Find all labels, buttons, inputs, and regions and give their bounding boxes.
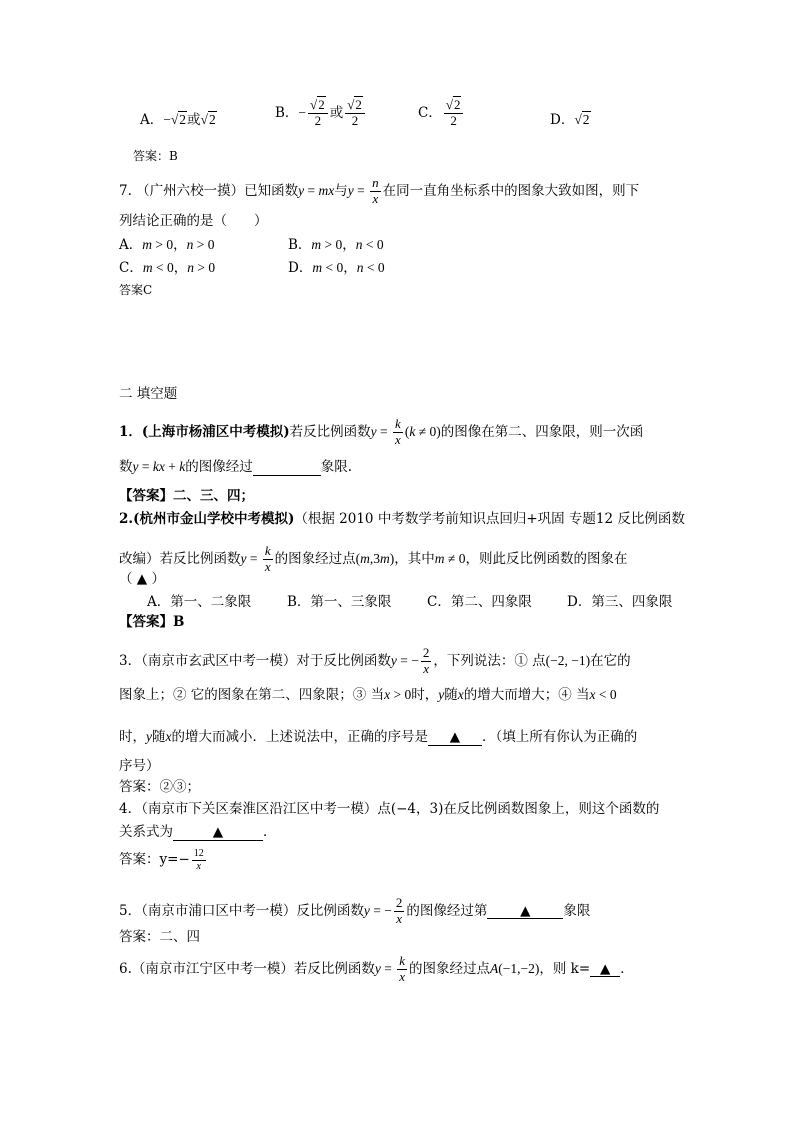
- q7-line-1: 7. （广州六校一摸）已知函数y = mx与y = $\frac{n}{x}$ 在同一直角坐标系中的图象大致如图，则下: [119, 175, 640, 206]
- q6-option-c: C． $\frac{√2}{2}$: [418, 98, 465, 129]
- q6-option-b: B．− $\frac{√2}{2}$ 或 $\frac{√2}{2}$: [275, 98, 367, 129]
- f2-line-1: 2.(杭州市金山学校中考模拟)（根据 2010 中考数学考前知识点回归+巩固 专题12 反比例函数: [119, 511, 685, 527]
- f4-answer: 答案：y=− $\frac{12}{x}$: [119, 848, 204, 872]
- q7-option-c: C．m < 0，n > 0: [119, 260, 216, 276]
- f1-answer: 【答案】二、三、四；: [119, 488, 254, 504]
- f2-option-b: B．第一、三象限: [287, 594, 392, 610]
- q7-answer: 答案C: [119, 283, 153, 297]
- section-title: 二 填空题: [119, 386, 178, 402]
- f5-line-1: 5．（南京市浦口区中考一模）反比例函数y = − $\frac{2}{x}$ 的图像经过第 ▲ 象限: [119, 895, 591, 926]
- q7-option-a: A．m > 0，n > 0: [119, 237, 215, 253]
- q7-line-2: 列结论正确的是（ ）: [119, 213, 268, 229]
- f3-line-4: 序号）: [119, 758, 160, 774]
- q6-option-d: D．√2: [550, 112, 590, 128]
- f2-line-2: 改编）若反比例函数y = $\frac{k}{x}$ 的图象经过点(m,3m)，其中m ≠ 0，则此反比例函数的图象在: [119, 543, 628, 574]
- f2-option-d: D．第三、四象限: [567, 594, 673, 610]
- f2-line-3: （ ▲ ）: [119, 571, 165, 587]
- f1-line-2: 数y = kx + k的图像经过 象限.: [119, 459, 353, 475]
- f3-answer: 答案：②③；: [119, 779, 200, 795]
- f3-line-3: 时，y随x的增大而减小．上述说法中，正确的序号是 ▲ ．（填上所有你认为正确的: [119, 729, 638, 745]
- f2-answer: 【答案】B: [119, 614, 185, 630]
- f3-line-2: 图象上；② 它的图象在第二、四象限；③ 当x > 0时，y随x的增大而增大；④ 当x < 0: [119, 687, 617, 703]
- q7-option-d: D．m < 0，n < 0: [288, 260, 385, 276]
- f5-answer: 答案：二、四: [119, 929, 200, 945]
- q7-option-b: B．m > 0，n < 0: [288, 237, 384, 253]
- f2-option-a: A．第一、二象限: [147, 594, 252, 610]
- f6-line-1: 6.（南京市江宁区中考一模）若反比例函数y = $\frac{k}{x}$ 的图象经过点A(−1,−2)，则 k= ▲ ．: [119, 953, 634, 984]
- f1-line-1: 1．(上海市杨浦区中考模拟)若反比例函数y = $\frac{k}{x}$ (k ≠ 0)的图像在第二、四象限，则一次函: [119, 416, 644, 447]
- q6-answer: 答案：B: [133, 149, 178, 163]
- f4-line-1: 4．（南京市下关区秦淮区沿江区中考一模）点(−4，3)在反比例函数图象上，则这个函数的: [119, 801, 660, 817]
- f4-line-2: 关系式为 ▲ ．: [119, 824, 277, 840]
- q6-option-a: A．−√2或√2: [140, 112, 216, 128]
- f2-option-c: C．第二、四象限: [427, 594, 532, 610]
- f3-line-1: 3．（南京市玄武区中考一模）对于反比例函数y = − $\frac{2}{x}$ ，下列说法：① 点(−2, −1)在它的: [119, 645, 631, 676]
